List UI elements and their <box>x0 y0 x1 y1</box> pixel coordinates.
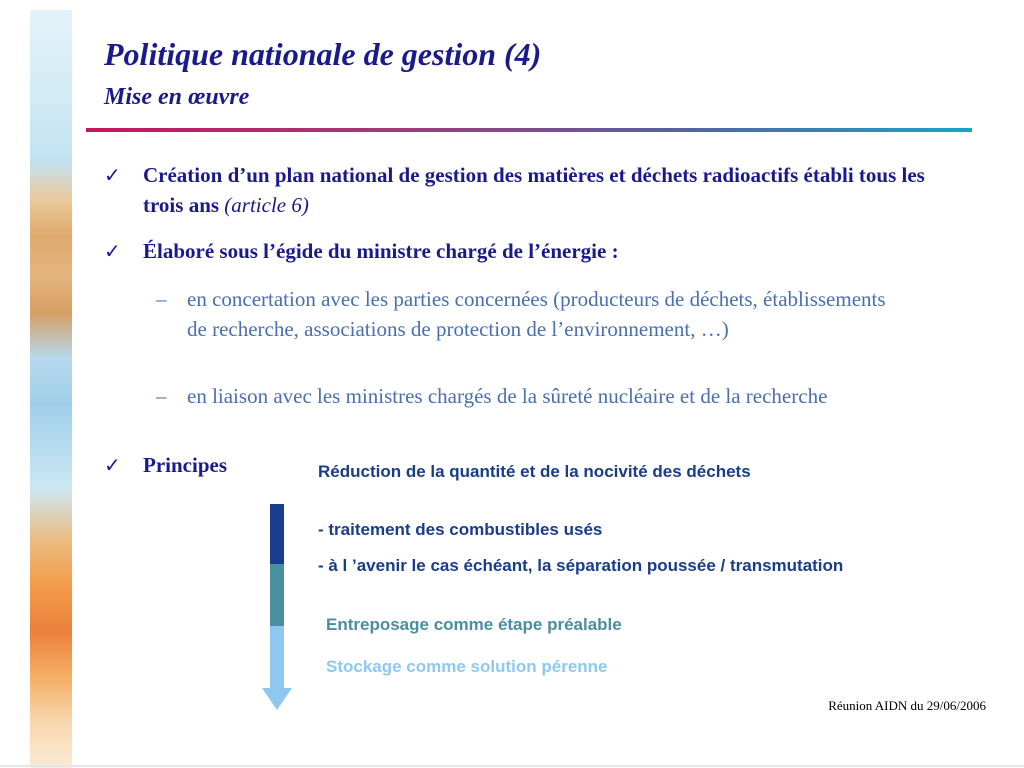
dash-marker: – <box>156 287 167 311</box>
slide-subtitle: Mise en œuvre <box>104 84 250 110</box>
dash-marker: – <box>156 384 167 408</box>
decorative-side-strip <box>30 10 72 768</box>
bullet-text: Création d’un plan national de gestion des matières et déchets radioactifs établi tous les trois ans (article 6) <box>143 163 925 217</box>
checkmark-icon: ✓ <box>104 453 121 477</box>
principle-separation: - à l ’avenir le cas échéant, la séparation poussée / transmutation <box>318 556 844 575</box>
bullet-item <box>104 236 964 266</box>
principle-stockage: Stockage comme solution pérenne <box>326 657 608 676</box>
bullet-item <box>104 160 964 222</box>
principle-reduction: Réduction de la quantité et de la nocivité des déchets <box>318 462 751 481</box>
sub-bullet-text: en liaison avec les ministres chargés de la sûreté nucléaire et de la recherche <box>187 384 828 408</box>
principle-entreposage: Entreposage comme étape préalable <box>326 615 622 634</box>
bottom-divider <box>0 765 1024 767</box>
slide-footer: Réunion AIDN du 29/06/2006 <box>828 698 986 713</box>
checkmark-icon: ✓ <box>104 163 121 187</box>
slide-title: Politique nationale de gestion (4) <box>104 36 542 72</box>
sub-bullet-item <box>156 381 906 443</box>
bullet-text: Élaboré sous l’égide du ministre chargé de l’énergie : <box>143 239 619 263</box>
title-divider <box>86 128 972 132</box>
bullet-item <box>104 450 264 480</box>
sub-bullet-item <box>156 284 906 376</box>
bullet-text: Principes <box>143 453 227 477</box>
hierarchy-arrow-icon <box>262 504 292 710</box>
article-reference: (article 6) <box>224 193 309 217</box>
checkmark-icon: ✓ <box>104 239 121 263</box>
principle-traitement: - traitement des combustibles usés <box>318 520 603 539</box>
sub-bullet-text: en concertation avec les parties concernées (producteurs de déchets, établissements de recherche, associations de protection de l’environnement, …) <box>187 287 886 341</box>
